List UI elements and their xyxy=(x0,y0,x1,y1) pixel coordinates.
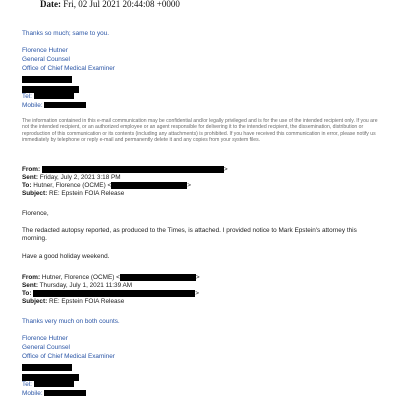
date-label: Date: xyxy=(40,0,61,9)
sent-line xyxy=(22,282,132,290)
signature-title: General Counsel xyxy=(22,344,70,351)
subject-value: RE: Epstein FOIA Release xyxy=(49,298,125,305)
to-line xyxy=(22,182,191,190)
signature-name: Florence Hutner xyxy=(22,335,68,342)
redaction-bar xyxy=(22,374,79,381)
sent-label: Sent: xyxy=(22,282,38,289)
subject-line xyxy=(22,298,124,306)
reply-text: Thanks so much; same to you. xyxy=(22,30,110,37)
redaction-bar xyxy=(34,93,74,99)
to-value: Hutner, Florence (OCME) < xyxy=(33,182,112,190)
redaction-bar xyxy=(34,381,74,387)
signature-tel xyxy=(22,93,74,101)
subject-line xyxy=(22,190,124,198)
sent-label: Sent: xyxy=(22,174,38,181)
email-greeting: Florence, xyxy=(22,210,49,217)
from-suffix: > xyxy=(195,274,200,282)
redaction-bar xyxy=(44,102,86,108)
to-suffix: > xyxy=(187,182,191,190)
confidentiality-disclaimer: The information contained in this e-mail communication may be confidential and/or legally privileged and is for the use of the intended recipient only. If you are not the intended recipient, or an authorized employee or an agent responsible for delivering it to the intended recipient, the dissemination, distribution or reproduction of this communication or its contents (including any attachments) is prohibited. If you have received this communication in error, please notify us immediately by telephone or reply e-mail and permanently delete it and any copies from your system files. xyxy=(22,118,378,143)
redaction-bar xyxy=(111,182,187,189)
email-closing: Have a good holiday weekend. xyxy=(22,253,110,260)
email-date-header xyxy=(40,0,180,9)
from-label: From: xyxy=(22,274,41,282)
mobile-label: Mobile: xyxy=(22,102,43,109)
redaction-bar xyxy=(33,290,195,297)
subject-value: RE: Epstein FOIA Release xyxy=(49,190,125,197)
tel-label: Tel: xyxy=(22,93,32,100)
redaction-bar xyxy=(22,76,72,83)
signature-mobile xyxy=(22,390,86,398)
subject-label: Subject: xyxy=(22,298,48,305)
redaction-bar xyxy=(44,390,86,396)
from-line xyxy=(22,274,200,282)
redaction-bar xyxy=(22,86,79,93)
signature-tel xyxy=(22,381,74,389)
from-value: Hutner, Florence (OCME) < xyxy=(41,274,120,282)
to-label: To: xyxy=(22,290,32,298)
redaction-bar xyxy=(42,166,224,173)
email-body: The redacted autopsy reported, as produced to the Times, is attached. I provided notice to Mark Epstein's attorney this morning. xyxy=(22,227,357,242)
signature-name: Florence Hutner xyxy=(22,47,68,54)
to-line xyxy=(22,290,199,298)
from-label: From: xyxy=(22,166,41,174)
date-value: Fri, 02 Jul 2021 20:44:08 +0000 xyxy=(63,0,180,9)
signature-office: Office of Chief Medical Examiner xyxy=(22,65,115,72)
from-line xyxy=(22,166,228,174)
signature-mobile xyxy=(22,102,86,110)
mobile-label: Mobile: xyxy=(22,390,43,397)
redaction-bar xyxy=(120,274,196,281)
tel-label: Tel: xyxy=(22,381,32,388)
to-label: To: xyxy=(22,182,32,190)
sent-value: Friday, July 2, 2021 3:18 PM xyxy=(39,174,121,181)
signature-title: General Counsel xyxy=(22,56,70,63)
sent-line xyxy=(22,174,121,182)
from-suffix: > xyxy=(223,166,228,174)
sent-value: Thursday, July 1, 2021 11:39 AM xyxy=(39,282,133,289)
to-suffix: > xyxy=(195,290,199,298)
redaction-bar xyxy=(22,364,72,371)
subject-label: Subject: xyxy=(22,190,48,197)
reply-text: Thanks very much on both counts. xyxy=(22,318,120,325)
signature-office: Office of Chief Medical Examiner xyxy=(22,353,115,360)
